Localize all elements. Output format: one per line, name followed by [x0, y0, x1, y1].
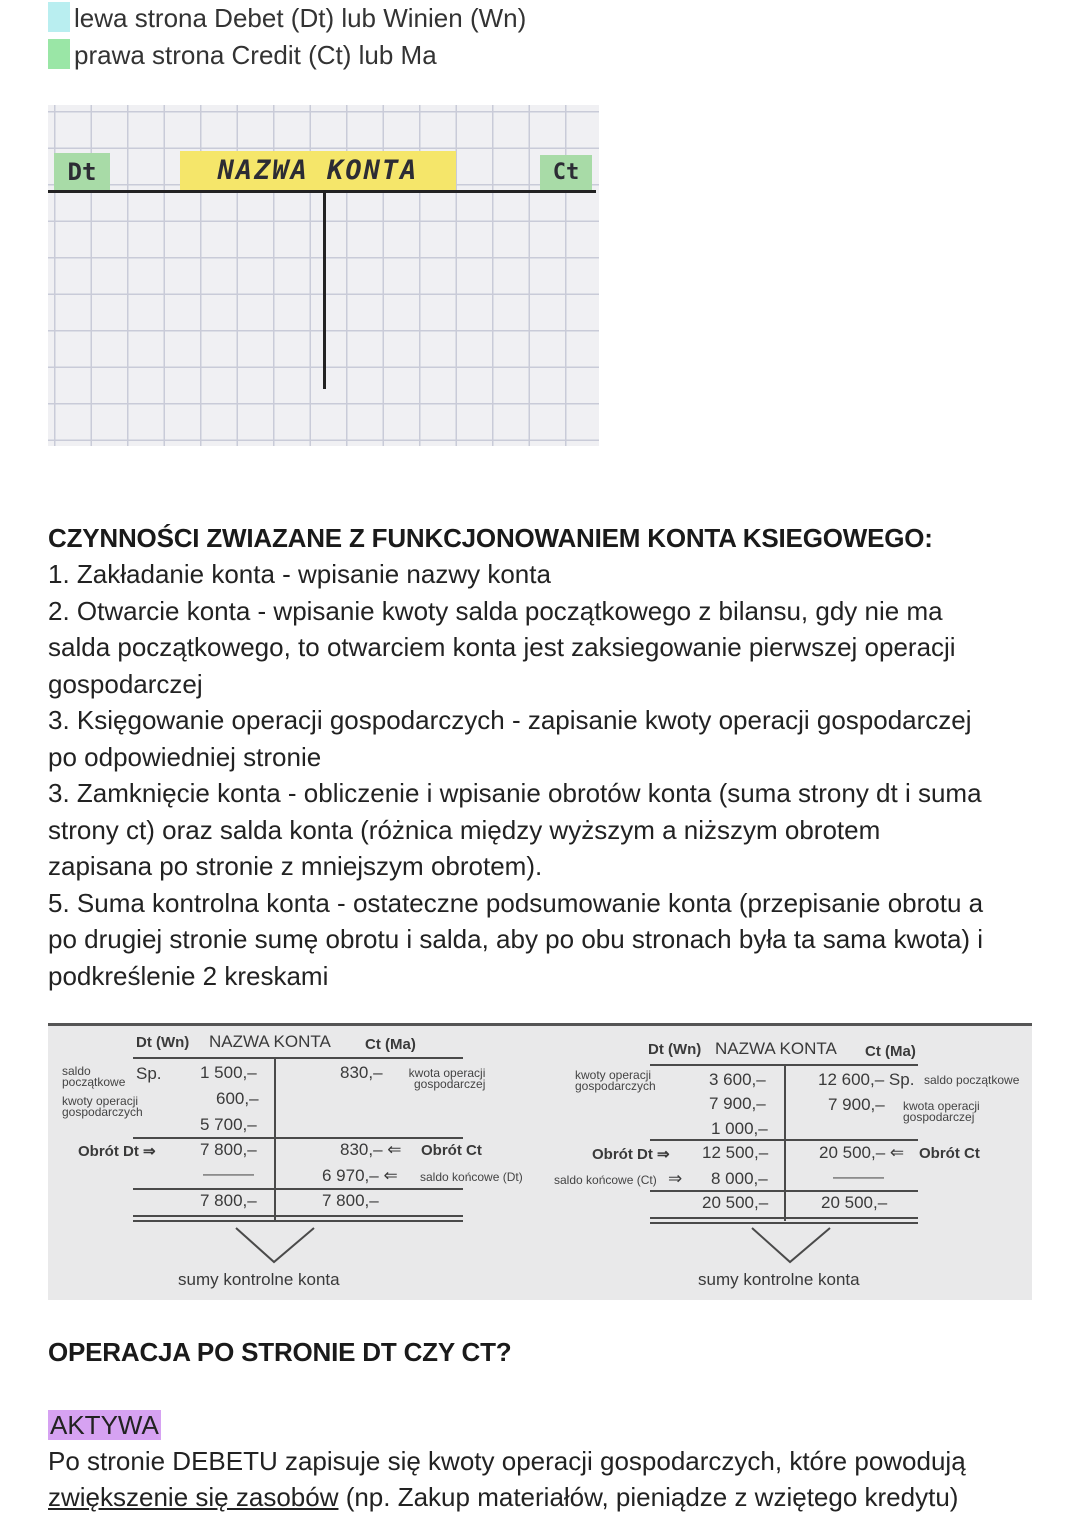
dt-label: Dt — [54, 153, 110, 191]
right-obrot-dt-label: Obrót Dt ⇒ — [592, 1146, 670, 1163]
left-ct-note: kwota operacji gospodarczej — [408, 1066, 486, 1091]
legend-credit — [48, 39, 437, 71]
right-vertical-line — [784, 1064, 786, 1221]
right-sum-dt: 20 500,– — [702, 1193, 769, 1212]
left-saldo-label: saldo początkowe — [62, 1064, 126, 1089]
left-top-line — [133, 1057, 463, 1059]
left-saldo-koncowe-label: saldo końcowe (Dt) — [420, 1170, 523, 1184]
left-double-underline — [133, 1220, 463, 1222]
left-obrot-ct-value: 830,– ⇐ — [340, 1140, 402, 1159]
activities-list — [48, 556, 1038, 994]
left-sum-arrows-icon — [228, 1224, 328, 1268]
underlined-phrase: zwiększenie się zasobów — [48, 1482, 339, 1512]
right-ct-note: kwota operacji gospodarczej — [903, 1099, 980, 1124]
section-heading-activities: CZYNNOŚCI ZWIAZANE Z FUNKCJONOWANIEM KONTA KSIEGOWEGO: — [48, 523, 933, 553]
left-dt-header: Dt (Wn) — [136, 1034, 190, 1051]
left-sum-ct: 7 800,– — [322, 1191, 379, 1210]
aktywa-label-row — [48, 1407, 1038, 1444]
left-turnover-line — [133, 1137, 463, 1139]
left-double-underline — [133, 1215, 463, 1217]
debit-color-swatch — [48, 2, 70, 32]
right-sum-ct: 20 500,– — [821, 1193, 888, 1212]
ct-label: Ct — [540, 155, 592, 191]
right-ct-value: 7 900,– — [828, 1095, 885, 1114]
right-sum-arrows-icon — [744, 1224, 844, 1268]
left-dt-value: 600,– — [216, 1089, 259, 1108]
legend-debit — [48, 2, 526, 34]
left-obrot-dt-value: 7 800,– — [200, 1140, 257, 1159]
right-kwoty-label: kwoty operacji gospodarczych — [575, 1068, 656, 1093]
right-ct-header: Ct (Ma) — [865, 1043, 916, 1060]
right-obrot-ct-label: Obrót Ct — [919, 1145, 980, 1162]
left-account-title: NAZWA KONTA — [209, 1032, 331, 1051]
aktywa-line-2-rest: (np. Zakup materiałów, pieniądze z wziętego kredytu) — [338, 1482, 959, 1512]
left-sum-line — [133, 1188, 463, 1190]
activity-line: po drugiej stronie sumę obrotu i salda, aby po obu stronach była ta sama kwota) i — [48, 924, 984, 954]
left-dt-value: 1 500,– — [200, 1063, 257, 1082]
left-ct-value: 830,– — [340, 1063, 383, 1082]
activity-line: strony ct) oraz salda konta (różnica między wyższym a niższym obrotem — [48, 814, 881, 845]
right-saldo-koncowe-label: saldo końcowe (Ct) — [554, 1173, 657, 1187]
right-caption: sumy kontrolne konta — [698, 1270, 860, 1289]
account-name-label: NAZWA KONTA — [180, 151, 456, 191]
left-saldo-value: 6 970,– ⇐ — [322, 1166, 398, 1185]
activity-line: podkreślenie 2 kreskami — [48, 960, 329, 991]
right-obrot-ct-value: 20 500,– ⇐ — [819, 1143, 905, 1162]
right-double-underline — [650, 1217, 918, 1219]
left-ct-header: Ct (Ma) — [365, 1036, 416, 1053]
aktywa-line-1: Po stronie DEBETU zapisuje się kwoty operacji gospodarczych, które powodują — [48, 1446, 966, 1476]
activity-line: po odpowiedniej stronie — [48, 741, 322, 772]
activity-line: 1. Zakładanie konta - wpisanie nazwy konta — [48, 559, 551, 589]
t-account-vertical-line — [323, 191, 326, 389]
right-dt-value: 7 900,– — [709, 1094, 766, 1113]
left-obrot-dt-label: Obrót Dt ⇒ — [78, 1143, 156, 1160]
activity-line: 5. Suma kontrolna konta - ostateczne podsumowanie konta (przepisanie obrotu a — [48, 887, 984, 918]
aktywa-label: AKTYWA — [50, 1410, 159, 1440]
activity-line: 3. Księgowanie operacji gospodarczych - zapisanie kwoty operacji gospodarczej — [48, 705, 972, 735]
left-sp: Sp. — [136, 1064, 162, 1083]
left-kwoty-label: kwoty operacji gospodarczych — [62, 1094, 143, 1119]
right-saldo-value: 8 000,– — [711, 1169, 768, 1188]
left-obrot-ct-label: Obrót Ct — [421, 1142, 482, 1159]
aktywa-line-2 — [48, 1479, 1038, 1516]
right-saldo-arrow: ⇒ — [668, 1169, 683, 1188]
activity-line: salda początkowego, to otwarciem konta jest zaksiegowanie pierwszej operacji — [48, 632, 956, 662]
right-sum-line — [650, 1190, 918, 1192]
t-account-photo — [48, 105, 599, 446]
credit-color-swatch — [48, 39, 70, 69]
right-dt-header: Dt (Wn) — [648, 1041, 702, 1058]
left-sum-dt: 7 800,– — [200, 1191, 257, 1210]
right-turnover-line — [650, 1139, 918, 1141]
right-obrot-dt-value: 12 500,– — [702, 1143, 769, 1162]
legend-debit-text: lewa strona Debet (Dt) lub Winien (Wn) — [74, 3, 527, 33]
right-ct-value: 12 600,– Sp. — [818, 1070, 915, 1089]
right-saldo-poczatkowe-label: saldo początkowe — [924, 1073, 1020, 1087]
legend-credit-text: prawa strona Credit (Ct) lub Ma — [74, 40, 437, 70]
left-caption: sumy kontrolne konta — [178, 1270, 340, 1289]
activity-line: gospodarczej — [48, 668, 203, 699]
right-dt-value: 3 600,– — [709, 1070, 766, 1089]
t-account-examples-scan — [48, 1023, 1032, 1300]
right-dash: ——— — [833, 1167, 884, 1186]
t-account-horizontal-line — [48, 190, 596, 193]
left-dt-value: 5 700,– — [200, 1115, 257, 1134]
section-heading-dt-ct: OPERACJA PO STRONIE DT CZY CT? — [48, 1337, 512, 1367]
activity-line: 3. Zamknięcie konta - obliczenie i wpisanie obrotów konta (suma strony dt i suma — [48, 778, 982, 808]
right-account-title: NAZWA KONTA — [715, 1039, 837, 1058]
right-dt-value: 1 000,– — [711, 1119, 768, 1138]
activity-line: zapisana po stronie z mniejszym obrotem). — [48, 851, 543, 881]
activity-line: 2. Otwarcie konta - wpisanie kwoty salda początkowego z bilansu, gdy nie ma — [48, 595, 943, 626]
left-dash: ——— — [203, 1164, 254, 1183]
